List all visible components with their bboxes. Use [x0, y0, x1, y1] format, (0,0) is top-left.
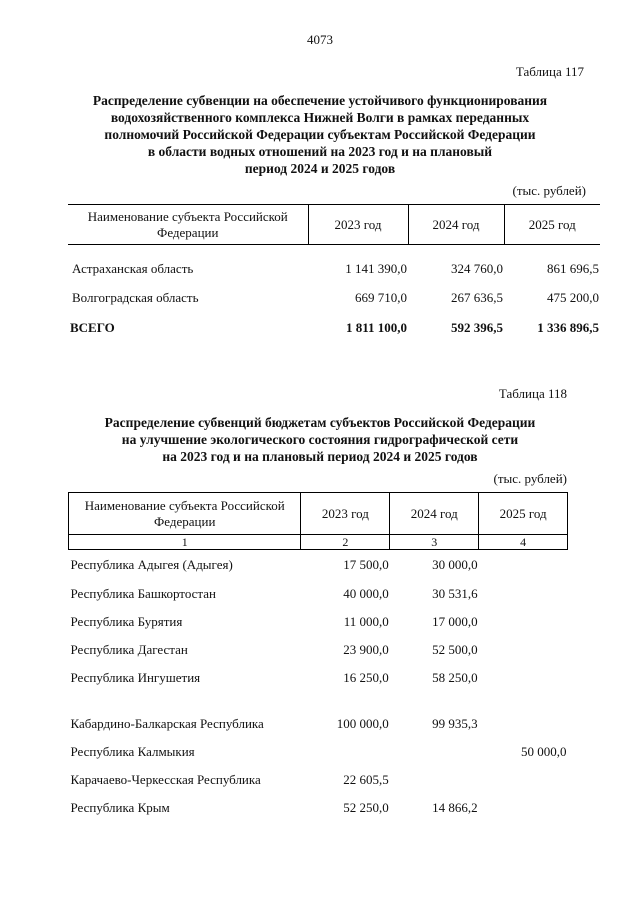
- cell-2025: [479, 794, 568, 822]
- cell-subject: Республика Калмыкия: [70, 743, 195, 759]
- table-117-title-line: водохозяйственного комплекса Нижней Волги в рамках переданных: [110, 110, 530, 125]
- table-row: [69, 636, 568, 664]
- table-row: [68, 283, 600, 313]
- cell-2023: 40 000,0: [343, 585, 389, 601]
- table-117: [68, 204, 600, 343]
- cell-2023: [301, 738, 390, 766]
- table-header-row: [69, 493, 568, 535]
- total-row: [68, 313, 600, 343]
- col-number: 1: [69, 535, 301, 550]
- cell-subject: Республика Башкортостан: [70, 585, 216, 601]
- header-2025: 2025 год: [479, 493, 568, 535]
- table-117-title: [40, 92, 600, 177]
- total-label: ВСЕГО: [70, 319, 115, 335]
- table-row: [69, 692, 568, 738]
- cell-2024: 324 760,0: [451, 260, 503, 276]
- header-2023: 2023 год: [301, 493, 390, 535]
- table-row: [69, 664, 568, 692]
- cell-subject: Республика Бурятия: [70, 613, 183, 629]
- table-117-title-line: в области водных отношений на 2023 год и на плановый: [147, 144, 493, 159]
- table-118-title-line: Распределение субвенций бюджетам субъектов Российской Федерации: [104, 415, 536, 430]
- cell-subject: Республика Адыгея (Адыгея): [70, 556, 233, 572]
- table-row: [69, 794, 568, 822]
- cell-2024: 99 935,3: [432, 715, 478, 731]
- table-row: [69, 738, 568, 766]
- cell-2023: 52 250,0: [343, 799, 389, 815]
- cell-2025: 861 696,5: [547, 260, 599, 276]
- cell-2023: 100 000,0: [336, 715, 389, 731]
- cell-2023: 16 250,0: [343, 669, 389, 685]
- table-118-units: (тыс. рублей): [493, 471, 567, 486]
- cell-2023: 22 605,5: [343, 771, 389, 787]
- cell-subject: Республика Ингушетия: [70, 669, 201, 685]
- cell-subject: Карачаево-Черкесская Республика: [70, 771, 261, 787]
- header-2024: 2024 год: [408, 205, 504, 245]
- page-number: 4073: [307, 32, 333, 47]
- header-subject: Наименование субъекта Российской Федерации: [69, 493, 301, 535]
- cell-2023: 11 000,0: [343, 613, 389, 629]
- header-2024: 2024 год: [390, 493, 479, 535]
- header-subject: Наименование субъекта Российской Федерации: [68, 205, 308, 245]
- cell-2024: 30 531,6: [432, 585, 478, 601]
- cell-2024: [390, 766, 479, 794]
- column-number-row: [69, 535, 568, 550]
- table-118-title-line: на улучшение экологического состояния гидрографической сети: [121, 432, 519, 447]
- table-118-title: [40, 414, 600, 465]
- table-117-title-line: Распределение субвенции на обеспечение устойчивого функционирования: [92, 93, 548, 108]
- cell-2025: [479, 608, 568, 636]
- cell-2025: [479, 580, 568, 608]
- col-number: 3: [390, 535, 479, 550]
- cell-subject: Республика Крым: [70, 799, 170, 815]
- cell-2025: 475 200,0: [547, 289, 599, 305]
- cell-2023: 669 710,0: [355, 289, 407, 305]
- table-118: [68, 492, 568, 822]
- cell-subject: Республика Дагестан: [70, 641, 188, 657]
- total-2023: 1 811 100,0: [345, 319, 407, 335]
- total-2024: 592 396,5: [451, 319, 503, 335]
- cell-2024: 52 500,0: [432, 641, 478, 657]
- cell-2024: 58 250,0: [432, 669, 478, 685]
- table-row: [69, 550, 568, 580]
- table-row: [68, 255, 600, 283]
- col-number: 4: [479, 535, 568, 550]
- cell-2024: 17 000,0: [432, 613, 478, 629]
- total-2025: 1 336 896,5: [537, 319, 599, 335]
- table-118-title-line: на 2023 год и на плановый период 2024 и 2025 годов: [162, 449, 478, 464]
- table-row: [69, 608, 568, 636]
- table-117-label: Таблица 117: [515, 64, 584, 79]
- cell-2024: 267 636,5: [451, 289, 503, 305]
- table-row: [69, 580, 568, 608]
- cell-2024: 30 000,0: [432, 556, 478, 572]
- cell-2025: [479, 636, 568, 664]
- cell-2023: 17 500,0: [343, 556, 389, 572]
- cell-subject: Волгоградская область: [72, 289, 199, 305]
- cell-2024: [390, 738, 479, 766]
- cell-2025: [479, 692, 568, 738]
- table-118-label: Таблица 118: [498, 386, 567, 401]
- cell-2025: [479, 550, 568, 580]
- cell-2025: [479, 766, 568, 794]
- table-117-title-line: полномочий Российской Федерации субъектам Российской Федерации: [104, 127, 536, 142]
- col-number: 2: [301, 535, 390, 550]
- table-117-title-line: период 2024 и 2025 годов: [244, 161, 396, 176]
- cell-2025: [479, 664, 568, 692]
- header-2025: 2025 год: [504, 205, 600, 245]
- table-header-row: [68, 205, 600, 245]
- header-2023: 2023 год: [308, 205, 408, 245]
- cell-2023: 23 900,0: [343, 641, 389, 657]
- cell-subject: Кабардино-Балкарская Республика: [70, 715, 264, 731]
- cell-2024: 14 866,2: [432, 799, 478, 815]
- cell-2023: 1 141 390,0: [345, 260, 407, 276]
- cell-2025: 50 000,0: [521, 743, 567, 759]
- cell-subject: Астраханская область: [72, 260, 194, 276]
- table-row: [69, 766, 568, 794]
- table-117-units: (тыс. рублей): [512, 183, 586, 198]
